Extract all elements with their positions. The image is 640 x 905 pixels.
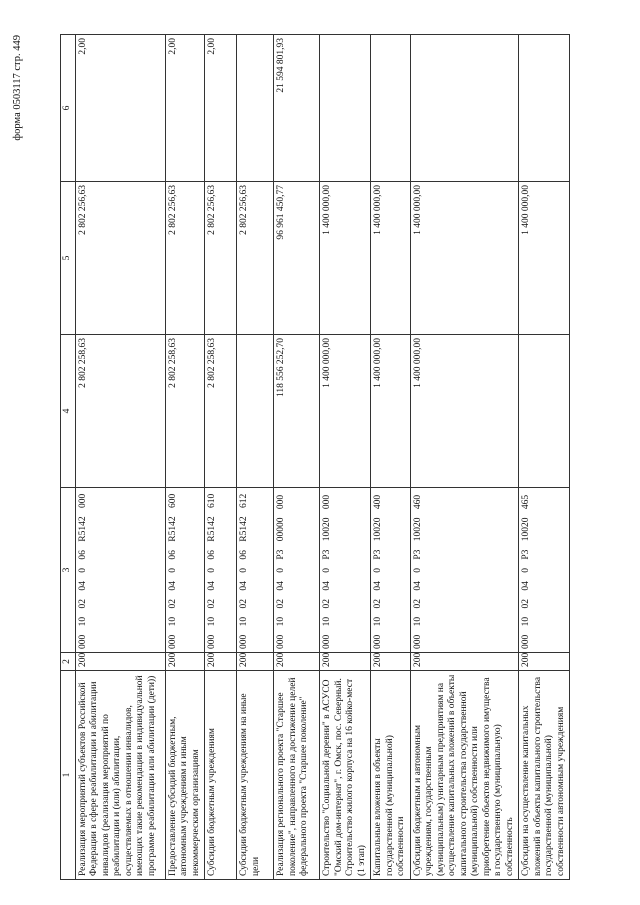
line-code: 200 [519,653,570,671]
column-number-row [61,35,76,880]
classification-code: 000 10 02 04 0 06 R5142 612 [237,488,274,653]
table-row [410,35,519,880]
executed-amount: 2 802 256,63 [205,182,237,335]
unexecuted-amount: 2,00 [75,35,165,182]
approved-amount [519,335,570,488]
row-name: Капитальные вложения в объекты государственной (муниципальной) собственности [371,671,411,880]
row-name: Субсидии бюджетным учреждениям [205,671,237,880]
table-row [237,35,274,880]
column-header: 3 [61,488,76,653]
row-name: Субсидии бюджетным учреждениям на иные цели [237,671,274,880]
unexecuted-amount: 2,00 [205,35,237,182]
expenditure-table [60,34,570,880]
approved-amount: 1 400 000,00 [320,335,371,488]
unexecuted-amount: 2,00 [165,35,205,182]
table-row [75,35,165,880]
executed-amount: 2 802 256,63 [237,182,274,335]
classification-code: 000 10 02 04 0 P3 10020 460 [410,488,519,653]
table-row [371,35,411,880]
classification-code: 000 10 02 04 0 P3 10020 000 [320,488,371,653]
row-name: Предоставление субсидий бюджетным, автономным учреждениям и иным некоммерческим организациям [165,671,205,880]
line-code: 200 [205,653,237,671]
unexecuted-amount: 21 594 801,93 [274,35,320,182]
approved-amount: 1 400 000,00 [410,335,519,488]
unexecuted-amount [410,35,519,182]
column-header: 2 [61,653,76,671]
table-row [205,35,237,880]
classification-code: 000 10 02 04 0 06 R5142 600 [165,488,205,653]
table-row [519,35,570,880]
column-header: 6 [61,35,76,182]
table-row [320,35,371,880]
classification-code: 000 10 02 04 0 P3 00000 000 [274,488,320,653]
unexecuted-amount [237,35,274,182]
line-code: 200 [75,653,165,671]
approved-amount: 2 802 258,63 [75,335,165,488]
classification-code: 000 10 02 04 0 P3 10020 400 [371,488,411,653]
row-name: Субсидии на осуществление капитальных вложений в объекты капитального строительства государственной (муниципальной) собственности автономным учреждениям [519,671,570,880]
line-code: 200 [274,653,320,671]
approved-amount [237,335,274,488]
line-code: 200 [371,653,411,671]
table-row [165,35,205,880]
row-name: Строительство "Социальной деревни" в АСУСО "Омский дом-интернат", г. Омск, пос. Северный. Строительство жилого корпуса на 16 койко-мест (1 этап) [320,671,371,880]
classification-code: 000 10 02 04 0 06 R5142 000 [75,488,165,653]
classification-code: 000 10 02 04 0 06 R5142 610 [205,488,237,653]
approved-amount: 2 802 258,63 [205,335,237,488]
executed-amount: 96 961 450,77 [274,182,320,335]
approved-amount: 118 556 252,70 [274,335,320,488]
approved-amount: 1 400 000,00 [371,335,411,488]
executed-amount: 1 400 000,00 [519,182,570,335]
line-code: 200 [165,653,205,671]
executed-amount: 1 400 000,00 [371,182,411,335]
unexecuted-amount [519,35,570,182]
line-code: 200 [237,653,274,671]
column-header: 1 [61,671,76,880]
unexecuted-amount [320,35,371,182]
executed-amount: 2 802 256,63 [165,182,205,335]
executed-amount: 1 400 000,00 [410,182,519,335]
row-name: Реализация регионального проекта "Старшее поколение", направленного на достижение целей федерального проекта "Старшее поколение" [274,671,320,880]
classification-code: 000 10 02 04 0 P3 10020 465 [519,488,570,653]
line-code: 200 [320,653,371,671]
form-reference: форма 0503117 стр. 449 [12,35,23,141]
column-header: 5 [61,182,76,335]
approved-amount: 2 802 258,63 [165,335,205,488]
column-header: 4 [61,335,76,488]
rotated-sheet [12,35,585,880]
executed-amount: 2 802 256,63 [75,182,165,335]
unexecuted-amount [371,35,411,182]
table-row [274,35,320,880]
line-code: 200 [410,653,519,671]
row-name: Субсидии бюджетным и автономным учреждениям, государственным (муниципальным) унитарным предприятиям на осуществление капитальных вложений в объекты капитального строительства государственной (муниципальной) собственности или приобретение объектов недвижимого имущества в государственную (муниципальную) собственность [410,671,519,880]
executed-amount: 1 400 000,00 [320,182,371,335]
row-name: Реализация мероприятий субъектов Российской Федерации в сфере реабилитации и абилитации инвалидов (реализация мероприятий по реабилитации и (или) абилитации, осуществляемых в отношении инвалидов, имеющих такие рекомендации в индивидуальной программе реабилитации или абилитации (дети)) [75,671,165,880]
